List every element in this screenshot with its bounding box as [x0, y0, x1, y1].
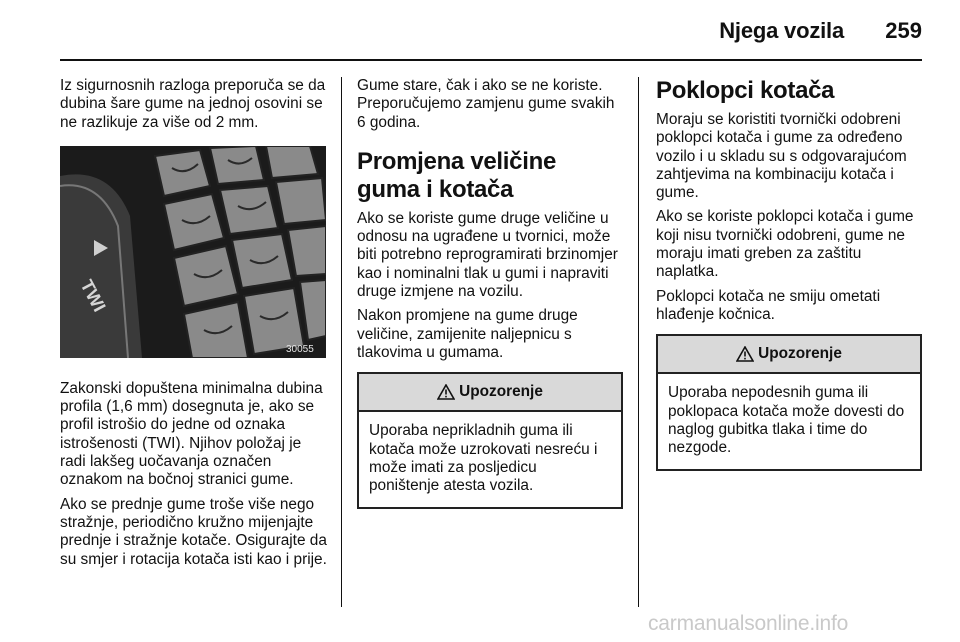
column-divider [638, 77, 639, 607]
warning-triangle-icon [437, 384, 455, 400]
paragraph: Poklopci kotača ne smiju ometati hlađenje kočnica. [656, 287, 881, 323]
warning-triangle-icon [736, 346, 754, 362]
tire-tread-figure [60, 146, 326, 358]
paragraph: Ako se prednje gume troše više nego stražnje, periodično kružno mijenjajte prednje i stražnje kotače. Osigurajte da su smjer i rotacija kotača isti kao i prije. [60, 495, 327, 568]
warning-header [658, 336, 920, 374]
paragraph: Nakon promjene na gume druge veličine, zamijenite naljepnicu s tlakovima u gumama. [357, 307, 578, 361]
column-divider [341, 77, 342, 607]
warning-box [357, 372, 623, 509]
warning-title: Upozorenje [758, 345, 842, 363]
page-header [0, 0, 960, 60]
warning-title: Upozorenje [459, 383, 543, 401]
figure-code: 30055 [286, 343, 314, 355]
paragraph: Gume stare, čak i ako se ne koriste. Preporučujemo zamjenu gume svakih 6 godina. [357, 77, 615, 131]
twi-label: TWI [76, 276, 110, 315]
column-3 [656, 77, 922, 471]
warning-text: Uporaba neprikladnih guma ili kotača može uzrokovati nesreću i može imati za posljedicu poništenje atesta vozila. [369, 422, 598, 495]
paragraph: Ako se koriste poklopci kotača i gume koji nisu tvornički odobreni, gume ne moraju imati greben za zaštitu naplatka. [656, 208, 914, 281]
paragraph: Moraju se koristiti tvornički odobreni poklopci kotača i gume za određeno vozilo i u skladu su s odgovarajućom zahtjevima na kombinaciju kotača i gume. [656, 111, 907, 202]
header-rule [60, 59, 922, 61]
paragraph: Ako se koriste gume druge veličine u odnosu na ugrađene u tvornici, može biti potrebno reprogramirati brzinomjer kao i nominalni tlak u gumi i napraviti druge izmjene na vozilu. [357, 209, 618, 301]
section-heading: Promjena veličine guma i kotača [357, 147, 556, 203]
section-heading: Poklopci kotača [656, 77, 835, 104]
warning-box [656, 334, 922, 471]
column-2 [357, 77, 623, 509]
section-title: Njega vozila [719, 18, 844, 43]
page-number: 259 [885, 18, 922, 43]
watermark: carmanualsonline.info [648, 612, 849, 635]
paragraph: Zakonski dopuštena minimalna dubina profila (1,6 mm) dosegnuta je, ako se profil istrošio do jedne od oznaka istrošenosti (TWI). Njihov položaj je radi lakšeg uočavanja označen oznakom na bočnoj stranici gume. [60, 379, 323, 489]
warning-text: Uporaba nepodesnih guma ili poklopaca kotača može dovesti do naglog gubitka tlaka i time do nezgode. [668, 384, 905, 457]
warning-header [359, 374, 621, 412]
column-1 [60, 77, 328, 575]
paragraph: Iz sigurnosnih razloga preporuča se da dubina šare gume na jednoj osovini se ne razlikuje za više od 2 mm. [60, 77, 326, 131]
